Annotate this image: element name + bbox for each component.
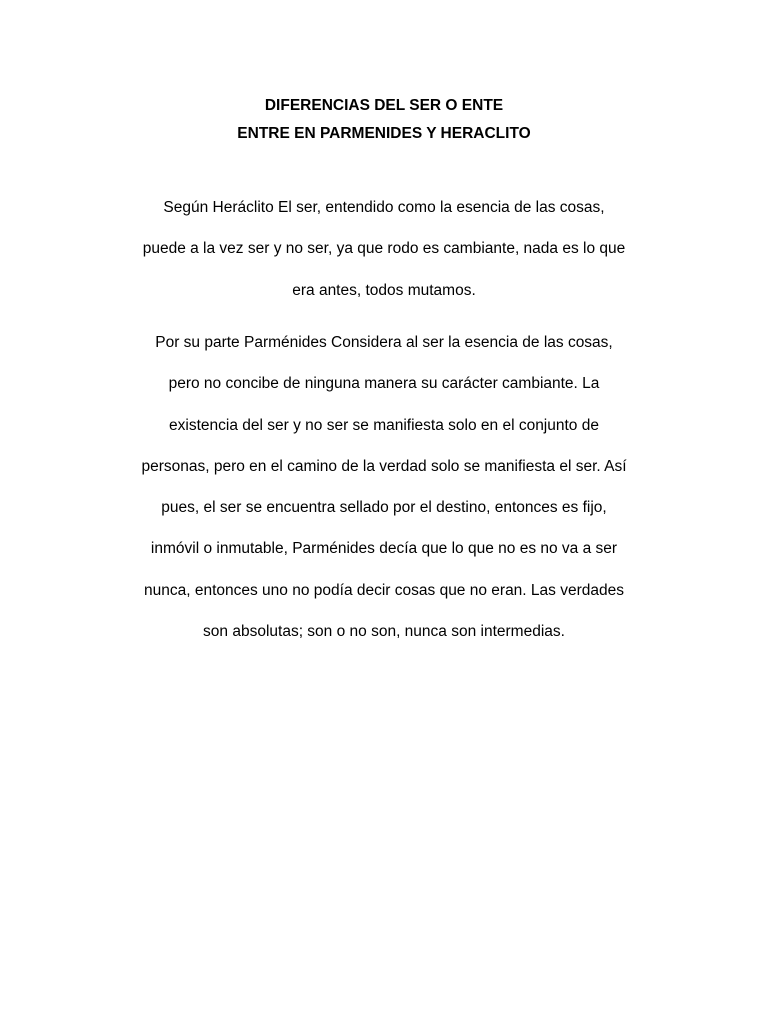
paragraph-line: Según Heráclito El ser, entendido como la esencia de las cosas, xyxy=(163,199,605,216)
paragraph-parmenides xyxy=(100,322,668,652)
paragraph-line: existencia del ser y no ser se manifiesta solo en el conjunto de xyxy=(169,416,599,434)
document-title xyxy=(0,92,768,148)
title-line-1: DIFERENCIAS DEL SER O ENTE xyxy=(264,97,504,114)
paragraph-line: pues, el ser se encuentra sellado por el destino, entonces es fijo, xyxy=(161,499,607,517)
paragraph-line: era antes, todos mutamos. xyxy=(292,281,476,299)
paragraph-line: inmóvil o inmutable, Parménides decía que lo que no es no va a ser xyxy=(150,540,618,558)
paragraph-line: Por su parte Parménides Considera al ser la esencia de las cosas, xyxy=(155,334,613,351)
paragraph-line: son absolutas; son o no son, nunca son intermedias. xyxy=(203,623,565,641)
paragraph-line: personas, pero en el camino de la verdad solo se manifiesta el ser. Así xyxy=(141,457,627,475)
title-line-2: ENTRE EN PARMENIDES Y HERACLITO xyxy=(237,125,531,142)
paragraph-line: pero no concibe de ninguna manera su carácter cambiante. La xyxy=(168,375,600,393)
paragraph-line: nunca, entonces uno no podía decir cosas que no eran. Las verdades xyxy=(144,581,624,599)
paragraph-heraclito xyxy=(100,187,668,311)
paragraph-line: puede a la vez ser y no ser, ya que rodo es cambiante, nada es lo que xyxy=(142,240,626,258)
